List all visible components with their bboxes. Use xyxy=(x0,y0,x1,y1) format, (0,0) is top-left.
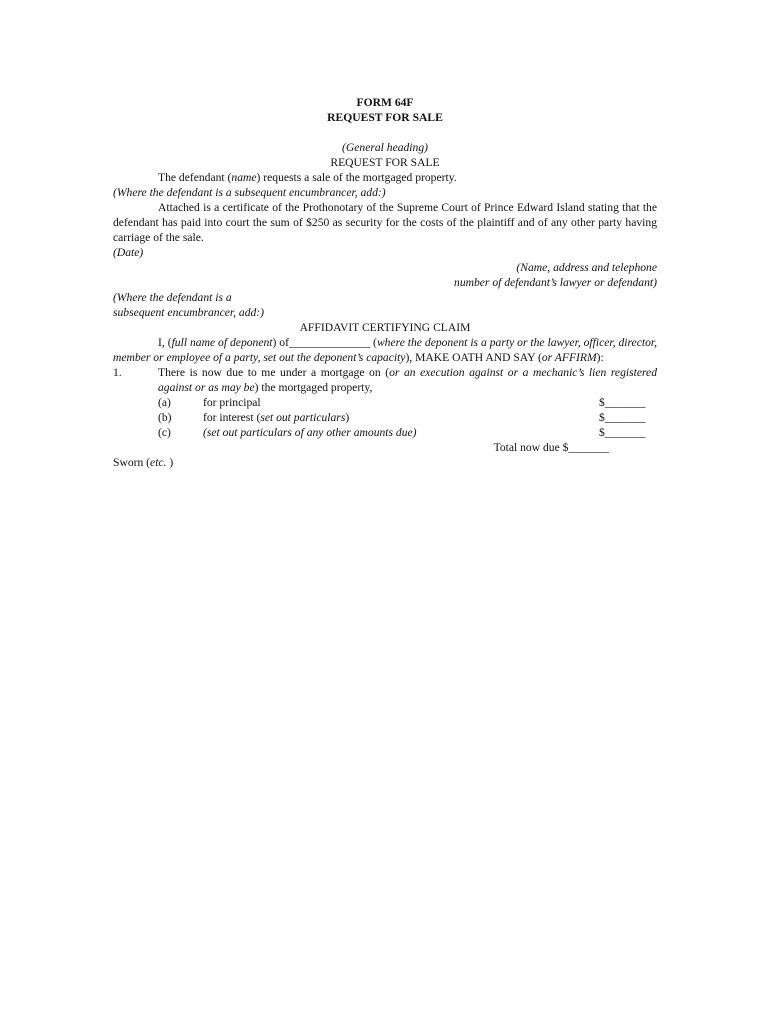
amount-item-c xyxy=(113,425,657,440)
document-page xyxy=(113,95,657,470)
general-heading-text: (General heading) xyxy=(342,141,428,154)
amount-item-b xyxy=(113,410,657,425)
total-row xyxy=(113,440,657,455)
request-statement-pre: The defendant ( xyxy=(158,171,232,184)
affidavit-heading: AFFIDAVIT CERTIFYING CLAIM xyxy=(299,321,471,334)
item-1-body xyxy=(158,365,657,395)
amount-item-value: $_______ xyxy=(599,426,646,439)
amount-item-text-tail: ) xyxy=(345,411,350,424)
general-heading xyxy=(113,140,657,155)
item-1-number: 1. xyxy=(113,366,122,379)
request-statement-post: ) requests a sale of the mortgaged property. xyxy=(256,171,457,184)
subsequent-note-2-line-1: (Where the defendant is a xyxy=(113,291,232,304)
sworn-line xyxy=(113,455,657,470)
subsequent-note-2-line-2: subsequent encumbrancer, add:) xyxy=(113,306,265,319)
amount-item-value: $_______ xyxy=(599,411,646,424)
affidavit-intro-fullname: full name of deponent xyxy=(171,336,273,349)
attached-certificate-paragraph: Attached is a certificate of the Prothonotary of the Supreme Court of Prince Edward Island stating that the defendant has paid into court the sum of $250 as security for the costs of the plaintiff and of any other party having carriage of the sale. xyxy=(113,201,657,244)
amount-item-text xyxy=(203,425,599,440)
amount-item-text xyxy=(203,395,599,410)
date-placeholder: (Date) xyxy=(113,246,144,259)
amount-item-value: $_______ xyxy=(599,396,646,409)
signature-block xyxy=(113,260,657,290)
amount-item-letter: (a) xyxy=(158,396,171,409)
affidavit-intro-pre: I, ( xyxy=(158,336,172,349)
sworn-pre: Sworn ( xyxy=(113,456,151,469)
amount-item-a xyxy=(113,395,657,410)
signature-line-2: number of defendant’s lawyer or defendant) xyxy=(454,276,657,289)
affidavit-intro-mid: ), MAKE OATH AND SAY ( xyxy=(405,351,542,364)
item-1-post: ) the mortgaged property, xyxy=(254,381,373,394)
sworn-italic: etc. xyxy=(150,456,167,469)
request-heading: REQUEST FOR SALE xyxy=(330,156,440,169)
amount-item-text-italic: set out particulars xyxy=(260,411,346,424)
affidavit-intro-of: ) of______________ ( xyxy=(272,336,377,349)
affidavit-intro-affirm: or AFFIRM xyxy=(541,351,597,364)
affidavit-intro-end: ): xyxy=(596,351,604,364)
request-statement-name: name xyxy=(231,171,257,184)
subsequent-encumbrancer-note: (Where the defendant is a subsequent encumbrancer, add:) xyxy=(113,186,386,199)
amount-item-text-tail: ) xyxy=(412,426,417,439)
form-number: FORM 64F xyxy=(356,96,414,109)
affidavit-intro xyxy=(113,335,657,365)
item-1-pre: There is now due to me under a mortgage on ( xyxy=(158,366,390,379)
affidavit-item-1 xyxy=(113,365,657,395)
form-title: REQUEST FOR SALE xyxy=(327,111,443,124)
item-1-italic: or an execution against or a mechanic’s lien registered against or as may be xyxy=(158,366,657,394)
affidavit-intro-capacity: where the deponent is a party or the lawyer, officer, director, member or employee of a party, set out the deponent’s capacity xyxy=(113,336,657,364)
amount-item-text-plain: for interest ( xyxy=(203,411,261,424)
amount-item-letter: (c) xyxy=(158,426,171,439)
amount-item-letter: (b) xyxy=(158,411,172,424)
amount-item-text xyxy=(203,410,599,425)
total-now-due: Total now due $_______ xyxy=(493,441,609,454)
amount-item-text-plain: for principal xyxy=(203,396,261,409)
form-title-block xyxy=(113,95,657,125)
request-statement xyxy=(113,170,657,185)
amount-item-text-plain: ( xyxy=(203,426,207,439)
signature-line-1: (Name, address and telephone xyxy=(516,261,657,274)
sworn-post: ) xyxy=(166,456,174,469)
amount-item-text-italic: set out particulars of any other amounts due xyxy=(206,426,413,439)
